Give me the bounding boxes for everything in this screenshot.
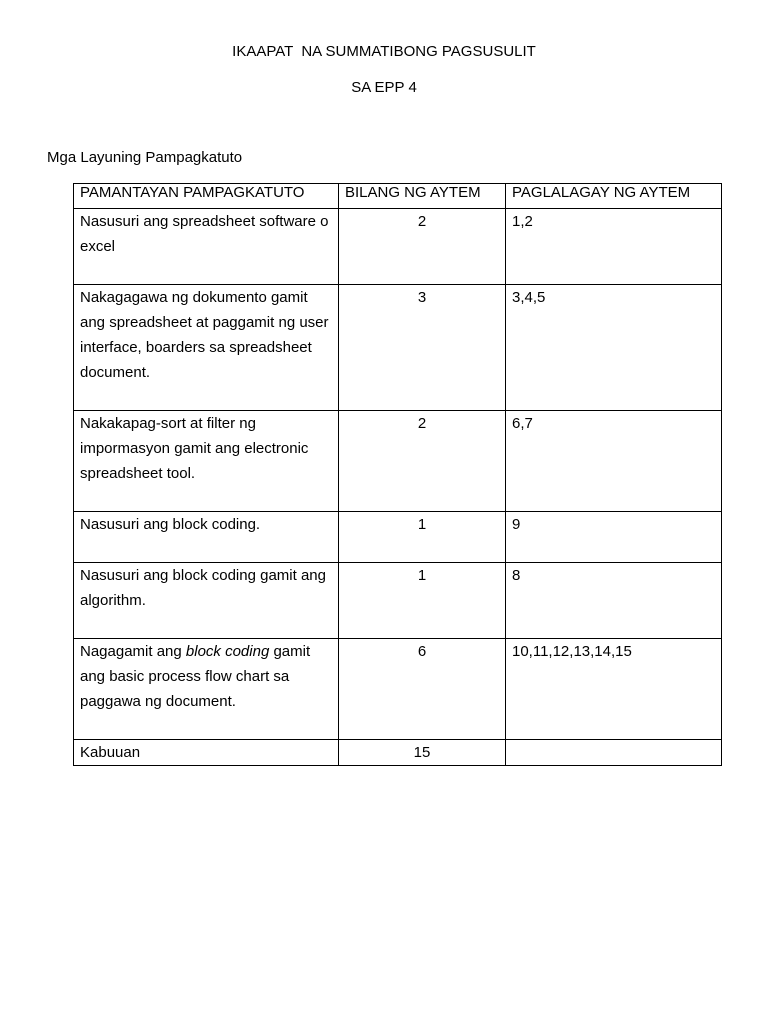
item-count-cell: 2 (339, 209, 506, 285)
item-count-cell: 2 (339, 411, 506, 512)
table-of-specifications (73, 183, 722, 766)
document-title: IKAAPAT NA SUMMATIBONG PAGSUSULIT (232, 43, 536, 60)
item-placement-cell: 10,11,12,13,14,15 (506, 639, 722, 740)
item-count-cell: 1 (339, 563, 506, 639)
competency-cell: Nakakapag-sort at filter ng impormasyon gamit ang electronic spreadsheet tool. (74, 411, 339, 512)
competency-cell: Nasusuri ang spreadsheet software o excel (74, 209, 339, 285)
table-row (74, 639, 722, 740)
table-total-row (74, 740, 722, 766)
table-row (74, 512, 722, 563)
column-header-item-count: BILANG NG AYTEM (339, 184, 506, 209)
competency-cell: Nakagagawa ng dokumento gamit ang spreadsheet at paggamit ng user interface, boarders sa spreadsheet document. (74, 285, 339, 411)
document-subtitle: SA EPP 4 (351, 79, 417, 96)
competency-text: gamit ang basic process flow chart sa paggawa ng document. (80, 643, 311, 710)
total-placement-cell (506, 740, 722, 766)
table-row (74, 411, 722, 512)
competency-cell (74, 639, 339, 740)
item-count-cell: 1 (339, 512, 506, 563)
item-count-cell: 6 (339, 639, 506, 740)
item-count-cell: 3 (339, 285, 506, 411)
table-row (74, 209, 722, 285)
total-label-cell: Kabuuan (74, 740, 339, 766)
competency-cell: Nasusuri ang block coding. (74, 512, 339, 563)
item-placement-cell: 9 (506, 512, 722, 563)
item-placement-cell: 6,7 (506, 411, 722, 512)
section-heading: Mga Layuning Pampagkatuto (47, 149, 243, 166)
competency-text: Nagagamit ang (80, 643, 186, 660)
item-placement-cell: 3,4,5 (506, 285, 722, 411)
total-count-cell: 15 (339, 740, 506, 766)
table-row (74, 285, 722, 411)
item-placement-cell: 8 (506, 563, 722, 639)
column-header-item-placement: PAGLALAGAY NG AYTEM (506, 184, 722, 209)
table-row (74, 563, 722, 639)
competency-text-italic: block coding (185, 643, 270, 660)
table-header-row (74, 184, 722, 209)
competency-cell: Nasusuri ang block coding gamit ang algorithm. (74, 563, 339, 639)
item-placement-cell: 1,2 (506, 209, 722, 285)
column-header-competency: PAMANTAYAN PAMPAGKATUTO (74, 184, 339, 209)
